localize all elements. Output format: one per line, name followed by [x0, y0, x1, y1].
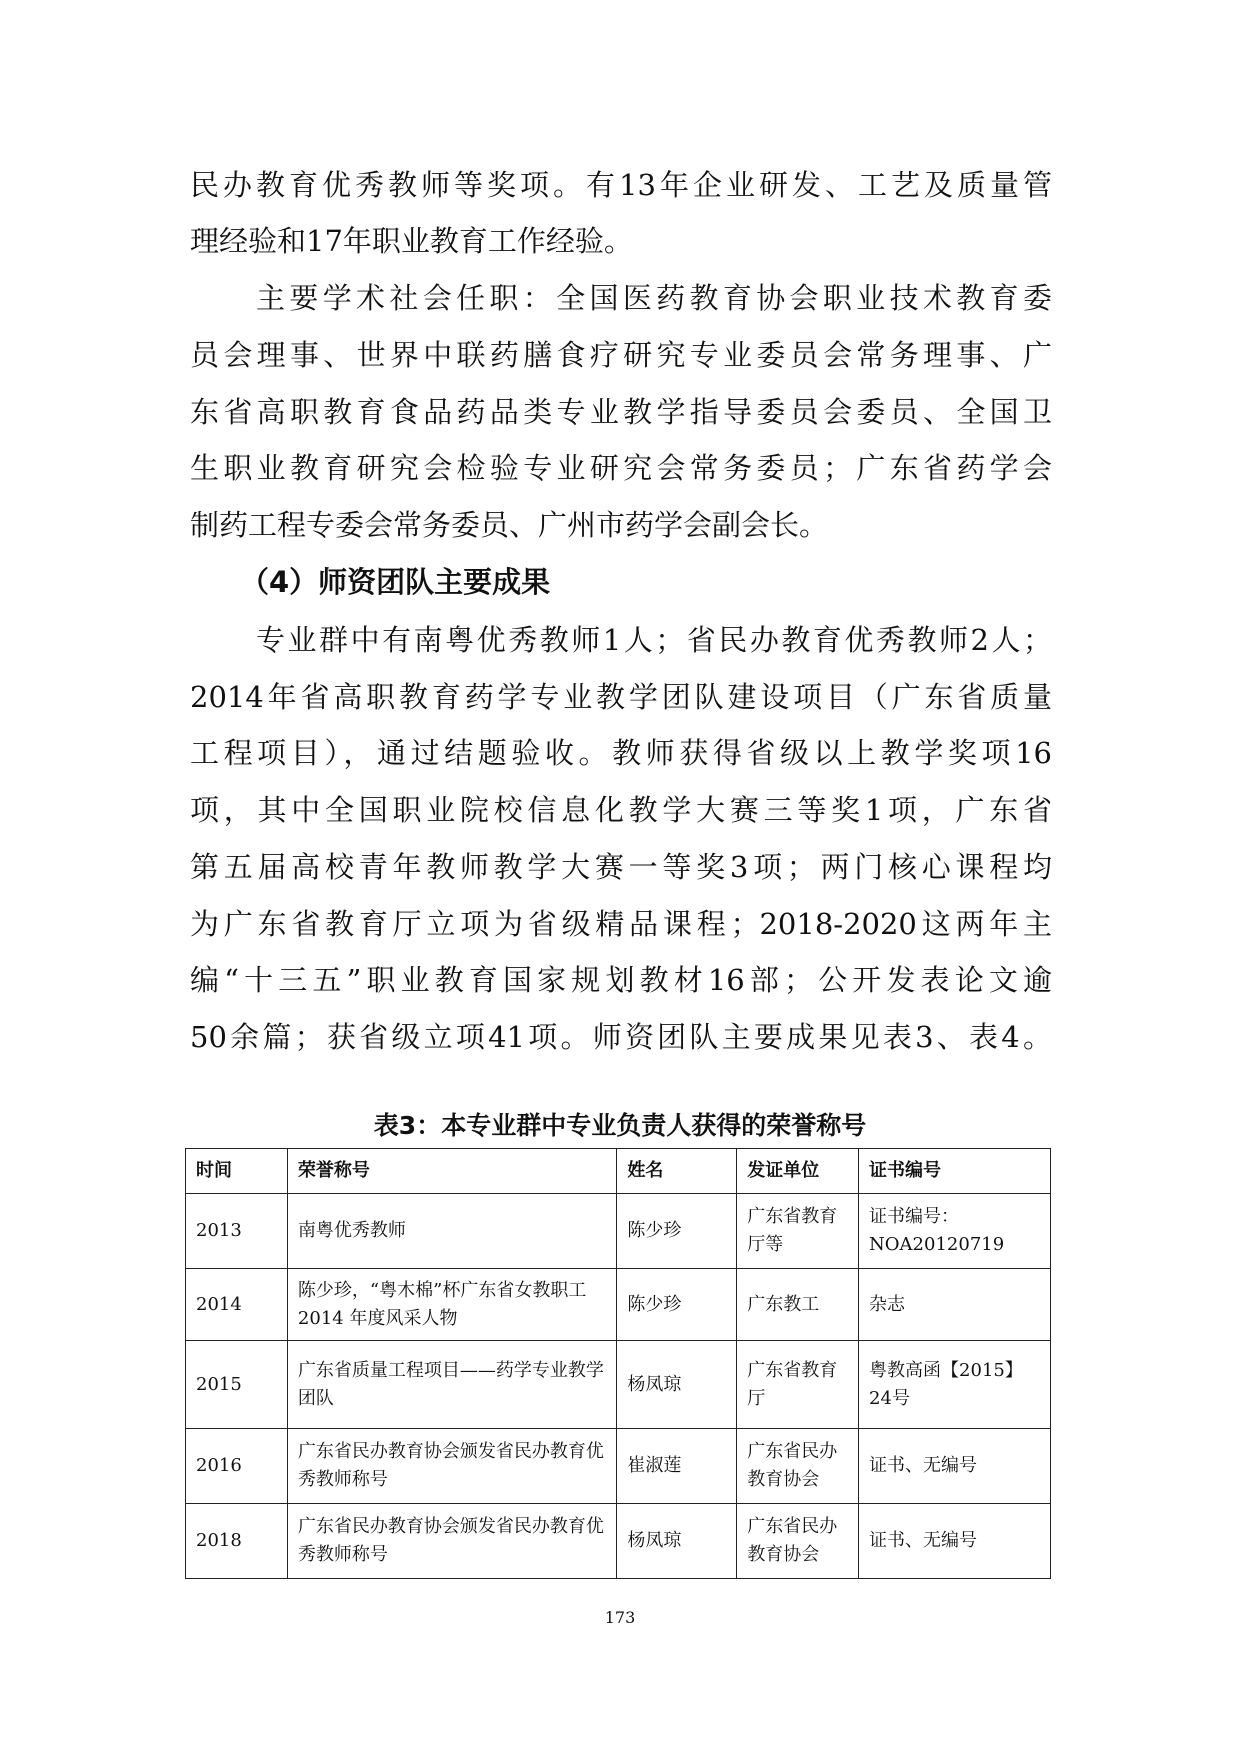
- name-cell: 陈少珍: [617, 1194, 737, 1269]
- section-heading: （4）师资团队主要成果: [240, 565, 551, 599]
- page-number: 173: [604, 1608, 636, 1627]
- text-line: 第五届高校青年教师教学大赛一等奖3项；两门核心课程均: [190, 850, 1052, 884]
- table-row: [186, 1341, 1051, 1429]
- time-cell: 2013: [186, 1194, 288, 1269]
- honor-cell: 陈少珍，“粤木棉”杯广东省女教职工 2014 年度风采人物: [287, 1269, 616, 1341]
- honors-table: [185, 1148, 1051, 1579]
- table-row: [186, 1269, 1051, 1341]
- text-line: 专业群中有南粤优秀教师1人；省民办教育优秀教师2人；: [256, 623, 1052, 657]
- honor-cell: 南粤优秀教师: [287, 1194, 616, 1269]
- cert-no-cell: 证书、无编号: [859, 1429, 1051, 1504]
- text-line: 为广东省教育厅立项为省级精品课程；2018-2020这两年主: [190, 907, 1052, 941]
- table-row: [186, 1194, 1051, 1269]
- header-honor: 荣誉称号: [287, 1149, 616, 1194]
- text-line: 主要学术社会任职：全国医药教育协会职业技术教育委: [256, 281, 1052, 315]
- text-line: 编“十三五”职业教育国家规划教材16部；公开发表论文逾: [190, 963, 1052, 997]
- issuer-cell: 广东省教育厅: [737, 1341, 859, 1429]
- text-line: 民办教育优秀教师等奖项。有13年企业研发、工艺及质量管: [190, 168, 1052, 202]
- text-line: 员会理事、世界中联药膳食疗研究专业委员会常务理事、广: [190, 338, 1052, 372]
- header-name: 姓名: [617, 1149, 737, 1194]
- text-line: 工程项目），通过结题验收。教师获得省级以上教学奖项16: [190, 736, 1052, 770]
- cert-no-cell: 杂志: [859, 1269, 1051, 1341]
- name-cell: 杨凤琼: [617, 1341, 737, 1429]
- text-line: 50余篇；获省级立项41项。师资团队主要成果见表3、表4。: [190, 1020, 1052, 1054]
- name-cell: 陈少珍: [617, 1269, 737, 1341]
- honor-cell: 广东省民办教育协会颁发省民办教育优秀教师称号: [287, 1429, 616, 1504]
- time-cell: 2018: [186, 1504, 288, 1579]
- cert-no-cell: 证书编号：NOA20120719: [859, 1194, 1051, 1269]
- issuer-cell: 广东省民办教育协会: [737, 1504, 859, 1579]
- issuer-cell: 广东教工: [737, 1269, 859, 1341]
- time-cell: 2015: [186, 1341, 288, 1429]
- table-caption: 表3：本专业群中专业负责人获得的荣誉称号: [373, 1111, 867, 1140]
- text-line: 东省高职教育食品药品类专业教学指导委员会委员、全国卫: [190, 395, 1052, 429]
- header-time: 时间: [186, 1149, 288, 1194]
- honor-cell: 广东省质量工程项目——药学专业教学团队: [287, 1341, 616, 1429]
- issuer-cell: 广东省民办教育协会: [737, 1429, 859, 1504]
- text-line: 项，其中全国职业院校信息化教学大赛三等奖1项，广东省: [190, 793, 1052, 827]
- header-cert-no: 证书编号: [859, 1149, 1051, 1194]
- cert-no-cell: 粤教高函【2015】24号: [859, 1341, 1051, 1429]
- table-row: [186, 1429, 1051, 1504]
- header-issuer: 发证单位: [737, 1149, 859, 1194]
- name-cell: 崔淑莲: [617, 1429, 737, 1504]
- time-cell: 2014: [186, 1269, 288, 1341]
- text-line: 制药工程专委会常务委员、广州市药学会副会长。: [190, 508, 829, 542]
- table-row: [186, 1504, 1051, 1579]
- text-line: 2014年省高职教育药学专业教学团队建设项目（广东省质量: [190, 680, 1052, 714]
- text-line: 生职业教育研究会检验专业研究会常务委员；广东省药学会: [190, 451, 1052, 485]
- honor-cell: 广东省民办教育协会颁发省民办教育优秀教师称号: [287, 1504, 616, 1579]
- time-cell: 2016: [186, 1429, 288, 1504]
- name-cell: 杨凤琼: [617, 1504, 737, 1579]
- text-line: 理经验和17年职业教育工作经验。: [190, 224, 633, 258]
- issuer-cell: 广东省教育厅等: [737, 1194, 859, 1269]
- cert-no-cell: 证书、无编号: [859, 1504, 1051, 1579]
